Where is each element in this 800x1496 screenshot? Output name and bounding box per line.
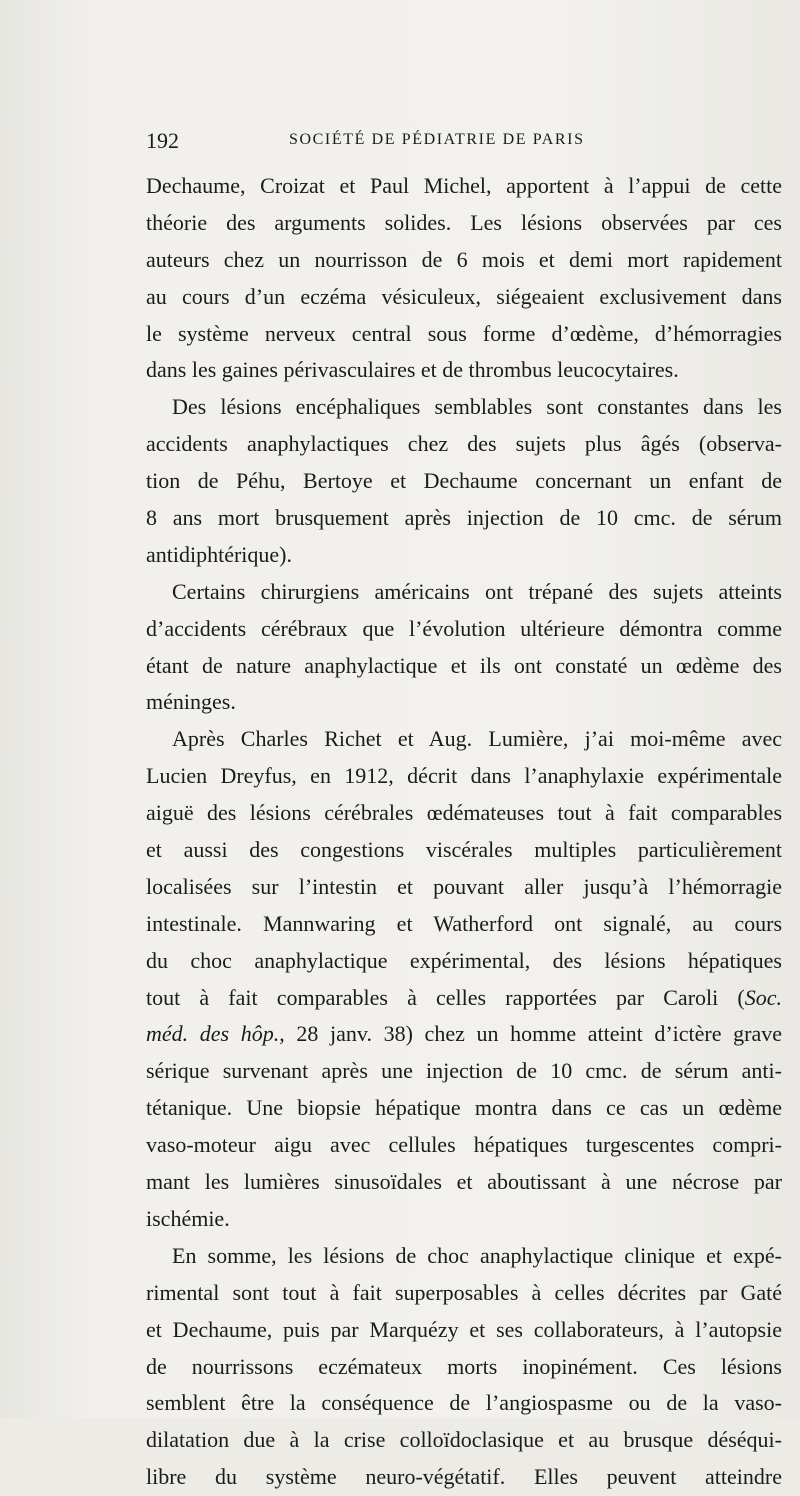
text-line: aiguë des lésions cérébrales œdémateuses tout à fait comparables — [146, 800, 782, 826]
text-line: En somme, les lésions de choc anaphylactique clinique et expé- — [172, 1242, 782, 1268]
text-segment: tout à fait comparables à celles rapportées par Caroli ( — [146, 984, 745, 1010]
text-line: auteurs chez un nourrisson de 6 mois et demi mort rapidement — [146, 246, 782, 272]
page-number: 192 — [146, 128, 179, 153]
text-line: dans les gaines périvasculaires et de thrombus leucocytaires. — [146, 357, 679, 383]
text-line: Des lésions encéphaliques semblables sont constantes dans les — [172, 394, 782, 420]
text-line: accidents anaphylactiques chez des sujets plus âgés (observa- — [146, 431, 782, 457]
text-line: Certains chirurgiens américains ont trépané des sujets atteints — [172, 578, 782, 604]
text-line: libre du système neuro-végétatif. Elles peuvent atteindre — [146, 1464, 782, 1490]
text-line: localisées sur l’intestin et pouvant aller jusqu’à l’hémorragie — [146, 873, 782, 899]
text-line: dilatation due à la crise colloïdoclasique et au brusque déséqui- — [146, 1427, 782, 1453]
text-line: 8 ans mort brusquement après injection de 10 cmc. de sérum — [146, 505, 782, 531]
text-line: méninges. — [146, 689, 236, 715]
text-segment: , 28 janv. 38) chez un homme atteint d’ictère grave — [279, 1021, 783, 1047]
text-line — [146, 1016, 782, 1053]
text-line: antidiphtérique). — [146, 541, 293, 567]
text-line: Après Charles Richet et Aug. Lumière, j’ai moi-même avec — [172, 726, 782, 752]
text-line: Dechaume, Croizat et Paul Michel, apportent à l’appui de cette — [146, 173, 782, 198]
text-line: tion de Péhu, Bertoye et Dechaume concernant un enfant de — [146, 468, 782, 494]
page-header — [146, 128, 642, 158]
text-line: et Dechaume, puis par Marquézy et ses collaborateurs, à l’autopsie — [146, 1316, 782, 1342]
text-line: Lucien Dreyfus, en 1912, décrit dans l’anaphylaxie expérimentale — [146, 763, 782, 789]
text-line: et aussi des congestions viscérales multiples particulièrement — [146, 837, 782, 863]
text-line: semblent être la conséquence de l’angiospasme ou de la vaso- — [146, 1390, 782, 1416]
text-line: sérique survenant après une injection de 10 cmc. de sérum anti- — [146, 1058, 782, 1084]
text-line: du choc anaphylactique expérimental, des lésions hépatiques — [146, 947, 782, 973]
text-line: tétanique. Une biopsie hépatique montra dans ce cas un œdème — [146, 1095, 782, 1121]
text-line: étant de nature anaphylactique et ils ont constaté un œdème des — [146, 652, 782, 678]
journal-citation: méd. des hôp. — [146, 1021, 280, 1047]
text-line: mant les lumières sinusoïdales et aboutissant à une nécrose par — [146, 1169, 782, 1195]
text-line: le système nerveux central sous forme d’œdème, d’hémorragies — [146, 320, 782, 346]
text-line: vaso-moteur aigu avec cellules hépatiques turgescentes compri- — [146, 1132, 782, 1158]
text-line: d’accidents cérébraux que l’évolution ultérieure démontra comme — [146, 615, 782, 641]
text-line: au cours d’un eczéma vésiculeux, siégeaient exclusivement dans — [146, 283, 782, 309]
text-line: rimental sont tout à fait superposables à celles décrites par Gaté — [146, 1279, 782, 1305]
text-line: théorie des arguments solides. Les lésions observées par ces — [146, 209, 782, 235]
running-title: SOCIÉTÉ DE PÉDIATRIE DE PARIS — [289, 131, 585, 148]
body-text — [146, 168, 782, 1496]
text-line — [146, 980, 782, 1017]
text-line: de nourrissons eczémateux morts inopinément. Ces lésions — [146, 1353, 782, 1379]
text-line: intestinale. Mannwaring et Watherford ont signalé, au cours — [146, 910, 782, 936]
text-line: ischémie. — [146, 1205, 230, 1231]
journal-citation: Soc. — [744, 984, 782, 1010]
